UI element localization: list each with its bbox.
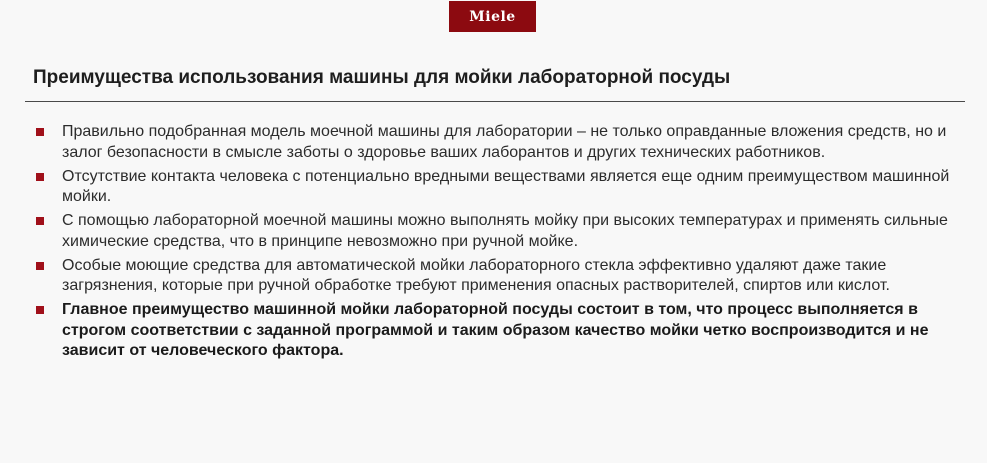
miele-logo [449,1,536,32]
logo-text: Miele [469,8,516,25]
bullet-item [32,256,957,297]
title-divider [25,101,965,102]
square-bullet-icon [36,306,44,314]
bullet-text: С помощью лабораторной моечной машины можно выполнять мойку при высоких температурах и применять сильные химические средства, что в принципе невозможно при ручной мойке. [62,212,948,250]
square-bullet-icon [36,217,44,225]
bullet-text: Главное преимущество машинной мойки лабораторной посуды состоит в том, что процесс выполняется в строгом соответствии с заданной программой и таким образом качество мойки четко воспроизводится и не зависит от человеческого фактора. [62,301,929,359]
square-bullet-icon [36,128,44,136]
slide-title: Преимущества использования машины для мойки лабораторной посуды [33,67,731,88]
bullet-text: Правильно подобранная модель моечной машины для лаборатории – не только оправданные вложения средств, но и залог безопасности в смысле заботы о здоровье ваших лаборантов и других технических работников. [62,123,947,161]
bullet-list [32,122,957,365]
bullet-item [32,167,957,208]
bullet-text: Особые моющие средства для автоматической мойки лабораторного стекла эффективно удаляют даже такие загрязнения, которые при ручной обработке требуют применения опасных растворителей, спиртов или кислот. [62,256,890,294]
bullet-text: Отсутствие контакта человека с потенциально вредными веществами является еще одним преимуществом машинной мойки. [62,167,950,205]
square-bullet-icon [36,173,44,181]
bullet-item [32,122,957,163]
square-bullet-icon [36,262,44,270]
bullet-item-emphasized [32,300,957,362]
bullet-item [32,211,957,252]
